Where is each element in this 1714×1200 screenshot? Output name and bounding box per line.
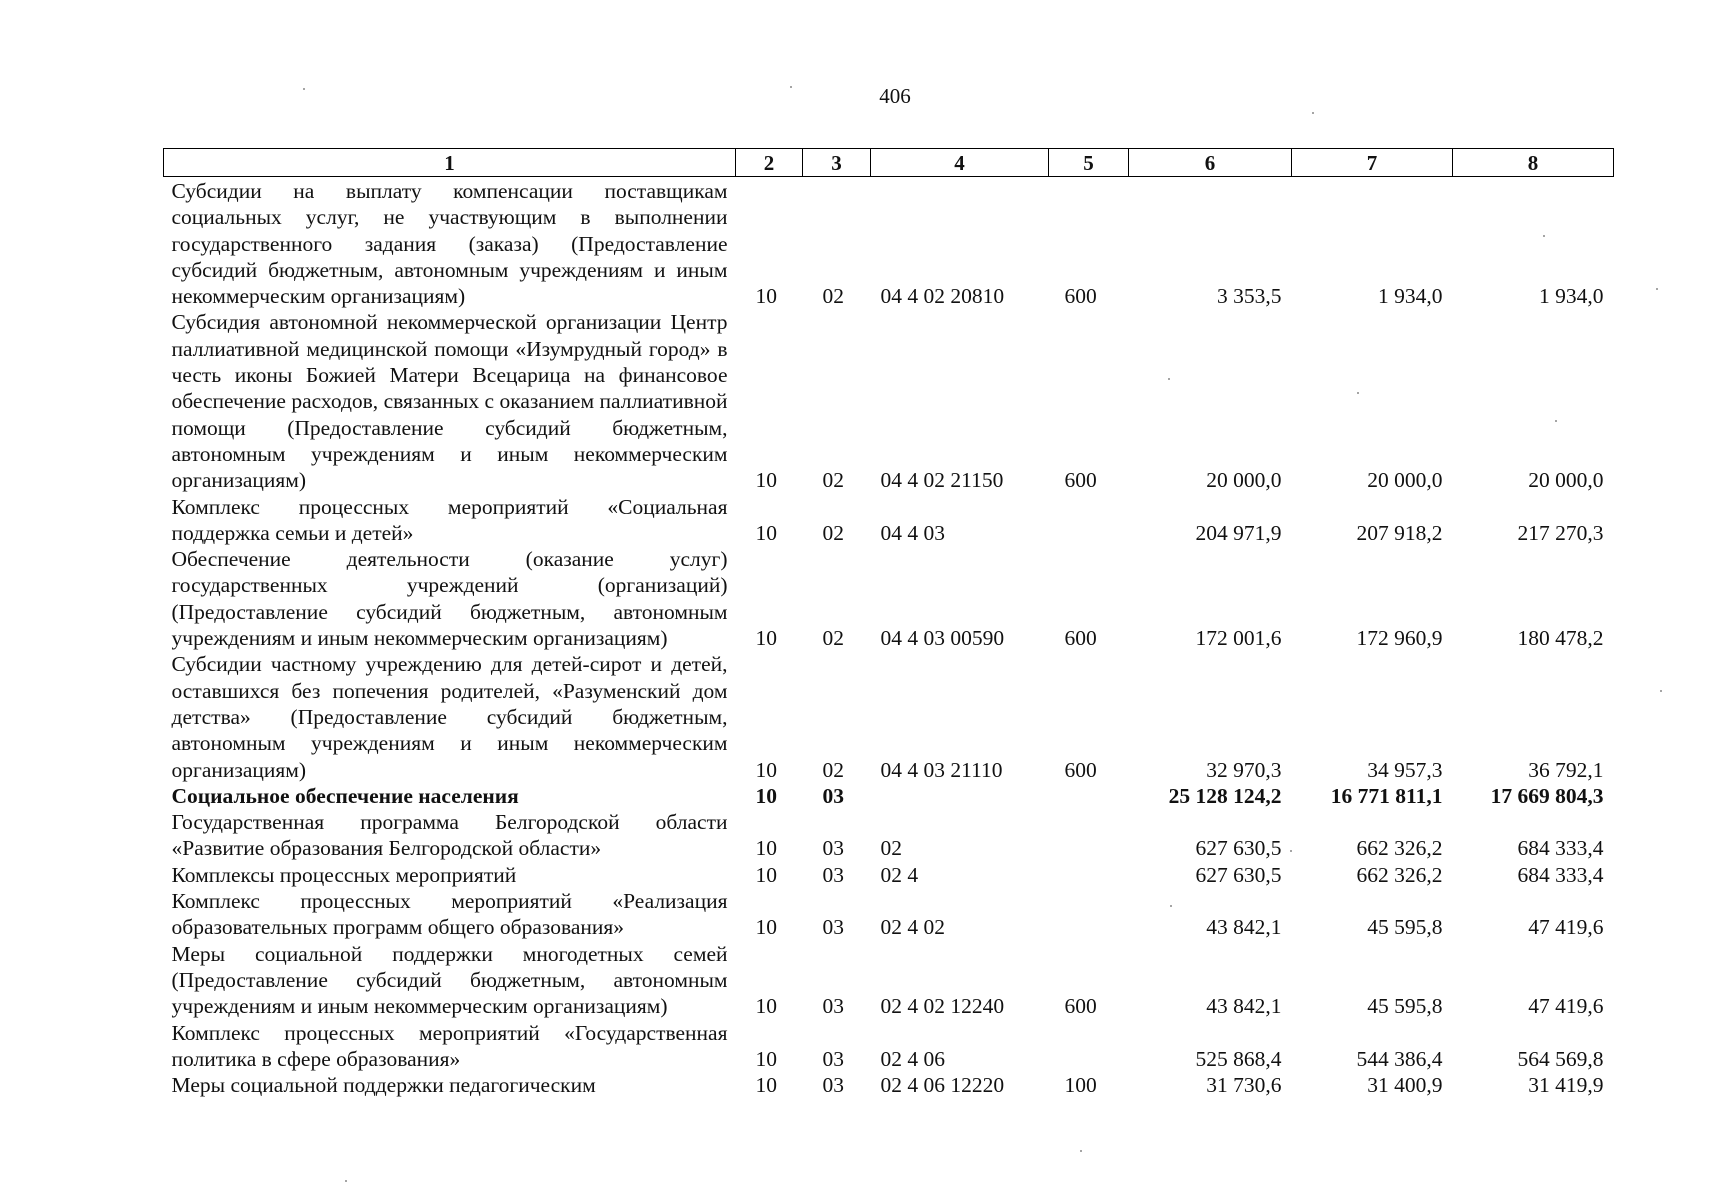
cell-subsection: 02: [822, 626, 844, 651]
header-col-4: 4: [871, 149, 1049, 177]
cell-name: Субсидии на выплату компенсации поставщикам социальных услуг, не участвующим в выполнении государственного задания (заказа) (Предоставление субсидий бюджетным, автономным учреждениям и иным некоммерческим организациям): [171, 179, 728, 309]
cell-subsection: 02: [822, 757, 844, 782]
cell-amount-col7: 662 326,2: [1356, 862, 1443, 887]
cell-subsection: 03: [822, 836, 844, 861]
cell-amount-col7: 20 000,0: [1367, 468, 1443, 493]
cell-expense-type: [1049, 1020, 1129, 1073]
cell-amount-col6: 204 971,9: [1195, 520, 1282, 545]
cell-amount-col8: 36 792,1: [1528, 757, 1604, 782]
cell-amount-col7: 34 957,3: [1367, 757, 1443, 782]
cell-amount-col7: 45 595,8: [1367, 994, 1443, 1019]
cell-amount-col8: 564 569,8: [1517, 1046, 1604, 1071]
page-number: 406: [879, 84, 911, 108]
cell-subsection: 03: [822, 915, 844, 940]
cell-amount-col6: 172 001,6: [1195, 626, 1282, 651]
cell-amount-col8: 684 333,4: [1517, 836, 1604, 861]
cell-target-article: 02 4 06: [880, 1046, 945, 1071]
cell-section: 10: [755, 757, 777, 782]
table-row: [164, 941, 1614, 1020]
cell-expense-type: 600: [1064, 994, 1097, 1019]
table-row: [164, 888, 1614, 941]
cell-section: 10: [755, 468, 777, 493]
table-row: [164, 494, 1614, 547]
cell-amount-col6: 25 128 124,2: [1168, 783, 1282, 808]
cell-section: 10: [755, 1046, 777, 1071]
table-row: [164, 177, 1614, 310]
cell-subsection: 03: [822, 994, 844, 1019]
cell-subsection: 03: [822, 862, 844, 887]
cell-name: Комплекс процессных мероприятий «Реализация образовательных программ общего образования»: [171, 889, 728, 940]
cell-amount-col8: 17 669 804,3: [1490, 783, 1604, 808]
cell-name: Социальное обеспечение населения: [171, 783, 519, 808]
table-row: [164, 809, 1614, 862]
header-col-7: 7: [1292, 149, 1453, 177]
cell-section: 10: [755, 994, 777, 1019]
cell-expense-type: [1049, 783, 1129, 809]
cell-amount-col6: 31 730,6: [1206, 1073, 1282, 1098]
cell-section: 10: [755, 284, 777, 309]
cell-amount-col8: 684 333,4: [1517, 862, 1604, 887]
header-col-6: 6: [1129, 149, 1292, 177]
cell-section: 10: [755, 626, 777, 651]
cell-amount-col8: 1 934,0: [1539, 284, 1604, 309]
cell-expense-type: 600: [1064, 284, 1097, 309]
cell-subsection: 03: [822, 1073, 844, 1098]
cell-target-article: 04 4 03 21110: [880, 757, 1003, 782]
cell-amount-col7: 31 400,9: [1367, 1073, 1443, 1098]
cell-amount-col8: 31 419,9: [1528, 1073, 1604, 1098]
cell-target-article: 02 4 06 12220: [880, 1073, 1005, 1098]
cell-amount-col7: 45 595,8: [1367, 915, 1443, 940]
cell-amount-col8: 20 000,0: [1528, 468, 1604, 493]
cell-target-article: 02 4 02: [880, 915, 945, 940]
header-col-5: 5: [1049, 149, 1129, 177]
cell-subsection: 03: [822, 783, 844, 808]
table-row: [164, 546, 1614, 651]
cell-amount-col6: 525 868,4: [1195, 1046, 1282, 1071]
cell-section: 10: [755, 862, 777, 887]
table-row: [164, 1072, 1614, 1098]
cell-expense-type: [1049, 809, 1129, 862]
table-header: [164, 149, 1614, 177]
cell-section: 10: [755, 915, 777, 940]
cell-expense-type: [1049, 888, 1129, 941]
cell-amount-col6: 20 000,0: [1206, 468, 1282, 493]
cell-name: Комплекс процессных мероприятий «Социальная поддержка семьи и детей»: [171, 494, 728, 545]
cell-expense-type: 100: [1064, 1073, 1097, 1098]
cell-name: Государственная программа Белгородской области «Развитие образования Белгородской области»: [171, 810, 728, 861]
cell-amount-col6: 43 842,1: [1206, 915, 1282, 940]
cell-target-article: [871, 783, 1049, 809]
cell-name: Обеспечение деятельности (оказание услуг) государственных учреждений (организаций) (Предоставление субсидий бюджетным, автономным учреждениям и иным некоммерческим организациям): [171, 547, 728, 651]
cell-name: Комплекс процессных мероприятий «Государственная политика в сфере образования»: [171, 1020, 728, 1071]
cell-name: Меры социальной поддержки педагогическим: [171, 1073, 596, 1098]
table-row: [164, 1020, 1614, 1073]
budget-table: [163, 148, 1614, 1098]
table-row: [164, 862, 1614, 888]
cell-target-article: 02 4 02 12240: [880, 994, 1005, 1019]
cell-amount-col6: 43 842,1: [1206, 994, 1282, 1019]
cell-expense-type: 600: [1064, 626, 1097, 651]
cell-amount-col7: 1 934,0: [1378, 284, 1443, 309]
cell-section: 10: [755, 783, 777, 808]
cell-expense-type: 600: [1064, 757, 1097, 782]
cell-section: 10: [755, 1073, 777, 1098]
cell-amount-col7: 172 960,9: [1356, 626, 1443, 651]
cell-expense-type: [1049, 862, 1129, 888]
table-row: [164, 783, 1614, 809]
cell-name: Субсидии частному учреждению для детей-сирот и детей, оставшихся без попечения родителей, «Разуменский дом детства» (Предоставление субсидий бюджетным, автономным учреждениям и иным некоммерческим организациям): [171, 652, 728, 782]
cell-subsection: 02: [822, 468, 844, 493]
cell-amount-col6: 32 970,3: [1206, 757, 1282, 782]
header-col-2: 2: [736, 149, 803, 177]
cell-amount-col7: 207 918,2: [1356, 520, 1443, 545]
cell-expense-type: 600: [1064, 468, 1097, 493]
header-col-1: 1: [164, 149, 736, 177]
header-row: [164, 149, 1614, 177]
cell-amount-col7: 662 326,2: [1356, 836, 1443, 861]
cell-name: Субсидия автономной некоммерческой организации Центр паллиативной медицинской помощи «Изумрудный город» в честь иконы Божией Матери Всецарица на финансовое обеспечение расходов, связанных с оказанием паллиативной помощи (Предоставление субсидий бюджетным, автономным учреждениям и иным некоммерческим организациям): [171, 310, 728, 493]
table-row: [164, 309, 1614, 493]
cell-amount-col8: 180 478,2: [1517, 626, 1604, 651]
cell-subsection: 03: [822, 1046, 844, 1071]
cell-amount-col6: 627 630,5: [1195, 836, 1282, 861]
cell-target-article: 04 4 02 20810: [880, 284, 1005, 309]
cell-subsection: 02: [822, 520, 844, 545]
cell-amount-col6: 3 353,5: [1217, 284, 1282, 309]
cell-target-article: 02: [880, 836, 902, 861]
header-col-3: 3: [803, 149, 871, 177]
cell-subsection: 02: [822, 284, 844, 309]
cell-amount-col6: 627 630,5: [1195, 862, 1282, 887]
cell-target-article: 04 4 03: [880, 520, 945, 545]
cell-amount-col8: 47 419,6: [1528, 915, 1604, 940]
cell-name: Меры социальной поддержки многодетных семей (Предоставление субсидий бюджетным, автономным учреждениям и иным некоммерческим организациям): [171, 941, 728, 1019]
cell-section: 10: [755, 836, 777, 861]
cell-amount-col7: 16 771 811,1: [1330, 783, 1443, 808]
cell-target-article: 04 4 03 00590: [880, 626, 1005, 651]
cell-amount-col7: 544 386,4: [1356, 1046, 1443, 1071]
table-row: [164, 651, 1614, 782]
cell-target-article: 04 4 02 21150: [880, 468, 1004, 493]
table-body: [164, 177, 1614, 1099]
cell-target-article: 02 4: [880, 862, 919, 887]
cell-section: 10: [755, 520, 777, 545]
cell-expense-type: [1049, 494, 1129, 547]
cell-amount-col8: 47 419,6: [1528, 994, 1604, 1019]
header-col-8: 8: [1453, 149, 1614, 177]
cell-amount-col8: 217 270,3: [1517, 520, 1604, 545]
cell-name: Комплексы процессных мероприятий: [171, 862, 517, 887]
